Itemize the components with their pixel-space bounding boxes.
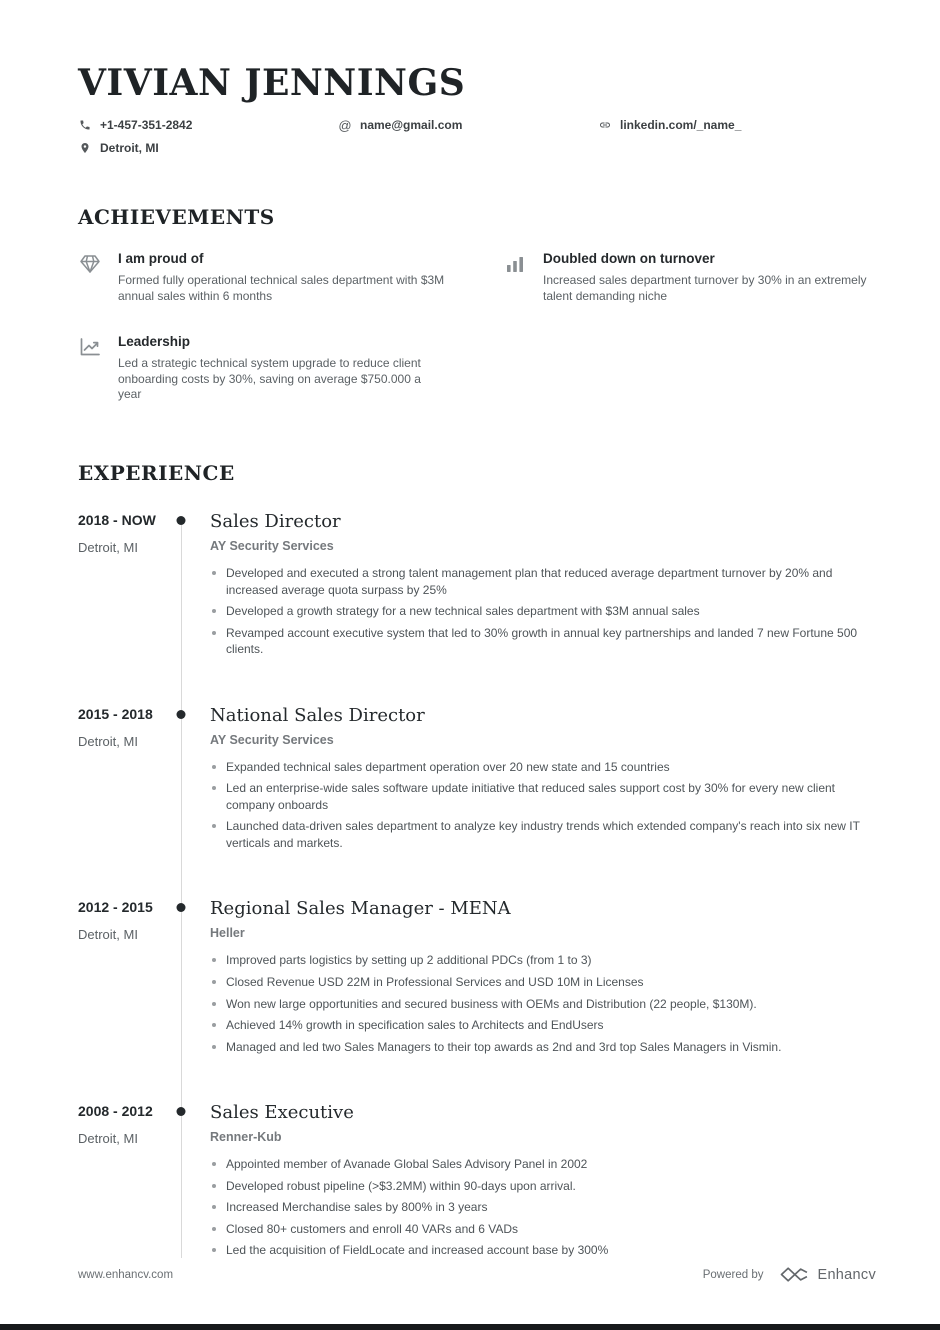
entry-role: Regional Sales Manager - MENA [210, 898, 511, 920]
entry-location: Detroit, MI [78, 1131, 138, 1147]
powered-by-label: Powered by [702, 1268, 764, 1281]
page-bottom-bar [0, 1324, 940, 1330]
bullet-item: Developed a growth strategy for a new technical sales department with $3M annual sales [210, 603, 870, 620]
bar-chart-icon [503, 252, 529, 278]
achievements-section [78, 205, 870, 403]
achievement-title: Doubled down on turnover [543, 251, 715, 266]
entry-period: 2015 - 2018 [78, 705, 153, 722]
entry-role: Sales Director [210, 510, 341, 532]
bullet-item: Revamped account executive system that led to 30% growth in annual key partnerships and landed 7 new Fortune 500 clients. [210, 625, 870, 658]
bullet-item: Developed and executed a strong talent management plan that reduced average department turnover by 20% and increased average quota surpass by 25% [210, 565, 870, 598]
linkedin-contact[interactable] [598, 118, 870, 132]
location-value: Detroit, MI [100, 141, 159, 155]
bullet-item: Led the acquisition of FieldLocate and increased account base by 300% [210, 1242, 870, 1259]
entry-location: Detroit, MI [78, 927, 138, 943]
bullet-item: Closed 80+ customers and enroll 40 VARs and 6 VADs [210, 1221, 870, 1238]
resume-header [78, 62, 870, 155]
bullet-item: Won new large opportunities and secured business with OEMs and Distribution (22 people, $130M). [210, 996, 870, 1013]
achievement-title: Leadership [118, 334, 191, 350]
enhancv-wordmark: Enhancv [817, 1266, 876, 1283]
location-icon [78, 141, 92, 155]
timeline-dot [177, 1107, 186, 1116]
experience-entry [78, 705, 870, 857]
email-contact[interactable] [338, 118, 598, 132]
achievement-title: I am proud of [118, 251, 204, 266]
enhancv-website-link[interactable]: www.enhancv.com [78, 1268, 174, 1281]
bullet-item: Managed and led two Sales Managers to their top awards as 2nd and 3rd top Sales Managers in Vismin. [210, 1039, 870, 1056]
trend-up-icon [78, 335, 104, 361]
enhancv-logo[interactable] [779, 1265, 876, 1284]
entry-period: 2018 - NOW [78, 511, 156, 528]
experience-section [78, 461, 870, 1264]
enhancv-logo-icon [779, 1265, 809, 1284]
experience-entry [78, 1102, 870, 1264]
diamond-icon [78, 252, 104, 278]
entry-company: AY Security Services [210, 732, 334, 747]
phone-contact[interactable] [78, 118, 338, 132]
entry-role: National Sales Director [210, 704, 425, 726]
location-contact [78, 141, 338, 155]
email-icon: @ [338, 117, 352, 133]
achievement-item [78, 251, 445, 304]
linkedin-value: linkedin.com/_name_ [620, 118, 742, 132]
experience-entry [78, 511, 870, 663]
entry-company: Heller [210, 926, 245, 941]
achievement-item [78, 334, 445, 403]
achievement-text: Led a strategic technical system upgrade to reduce client onboarding costs by 30%, saving on average $750.000 a year [118, 356, 421, 402]
phone-value: +1-457-351-2842 [100, 118, 193, 132]
entry-bullets [210, 1156, 870, 1259]
achievement-text: Formed fully operational technical sales department with $3M annual sales within 6 months [118, 273, 445, 303]
experience-timeline [78, 511, 870, 1264]
entry-role: Sales Executive [210, 1102, 354, 1124]
entry-bullets [210, 952, 870, 1055]
entry-location: Detroit, MI [78, 733, 138, 749]
bullet-item: Closed Revenue USD 22M in Professional Services and USD 10M in Licenses [210, 974, 870, 991]
entry-bullets [210, 565, 870, 658]
bullet-item: Led an enterprise-wide sales software update initiative that reduced sales support cost by 30% for every new client company onboards [210, 780, 870, 813]
page-footer [78, 1265, 876, 1284]
experience-entry [78, 898, 870, 1060]
entry-period: 2012 - 2015 [78, 899, 153, 916]
achievement-item [503, 251, 870, 304]
bullet-item: Achieved 14% growth in specification sales to Architects and EndUsers [210, 1017, 870, 1034]
achievement-text: Increased sales department turnover by 30% in an extremely talent demanding niche [543, 273, 867, 303]
contact-row-2 [78, 141, 870, 155]
email-value: name@gmail.com [360, 118, 463, 132]
contact-row [78, 118, 870, 132]
bullet-item: Increased Merchandise sales by 800% in 3 years [210, 1199, 870, 1216]
entry-period: 2008 - 2012 [78, 1103, 153, 1120]
achievements-title: ACHIEVEMENTS [78, 205, 275, 229]
achievements-grid [78, 251, 870, 403]
entry-bullets [210, 759, 870, 852]
experience-title: EXPERIENCE [78, 460, 235, 485]
entry-location: Detroit, MI [78, 539, 138, 555]
bullet-item: Appointed member of Avanade Global Sales Advisory Panel in 2002 [210, 1156, 870, 1173]
link-icon [598, 118, 612, 132]
timeline-dot [177, 710, 186, 719]
bullet-item: Expanded technical sales department operation over 20 new state and 15 countries [210, 759, 870, 776]
timeline-dot [177, 903, 186, 912]
bullet-item: Launched data-driven sales department to analyze key industry trends which extended company's reach into six new IT verticals and markets. [210, 818, 870, 851]
phone-icon [78, 118, 92, 132]
bullet-item: Improved parts logistics by setting up 2 additional PDCs (from 1 to 3) [210, 952, 870, 969]
entry-company: Renner-Kub [210, 1130, 282, 1145]
entry-company: AY Security Services [210, 538, 334, 553]
timeline-dot [177, 516, 186, 525]
candidate-name: VIVIAN JENNINGS [78, 62, 466, 104]
bullet-item: Developed robust pipeline (>$3.2MM) within 90-days upon arrival. [210, 1178, 870, 1195]
